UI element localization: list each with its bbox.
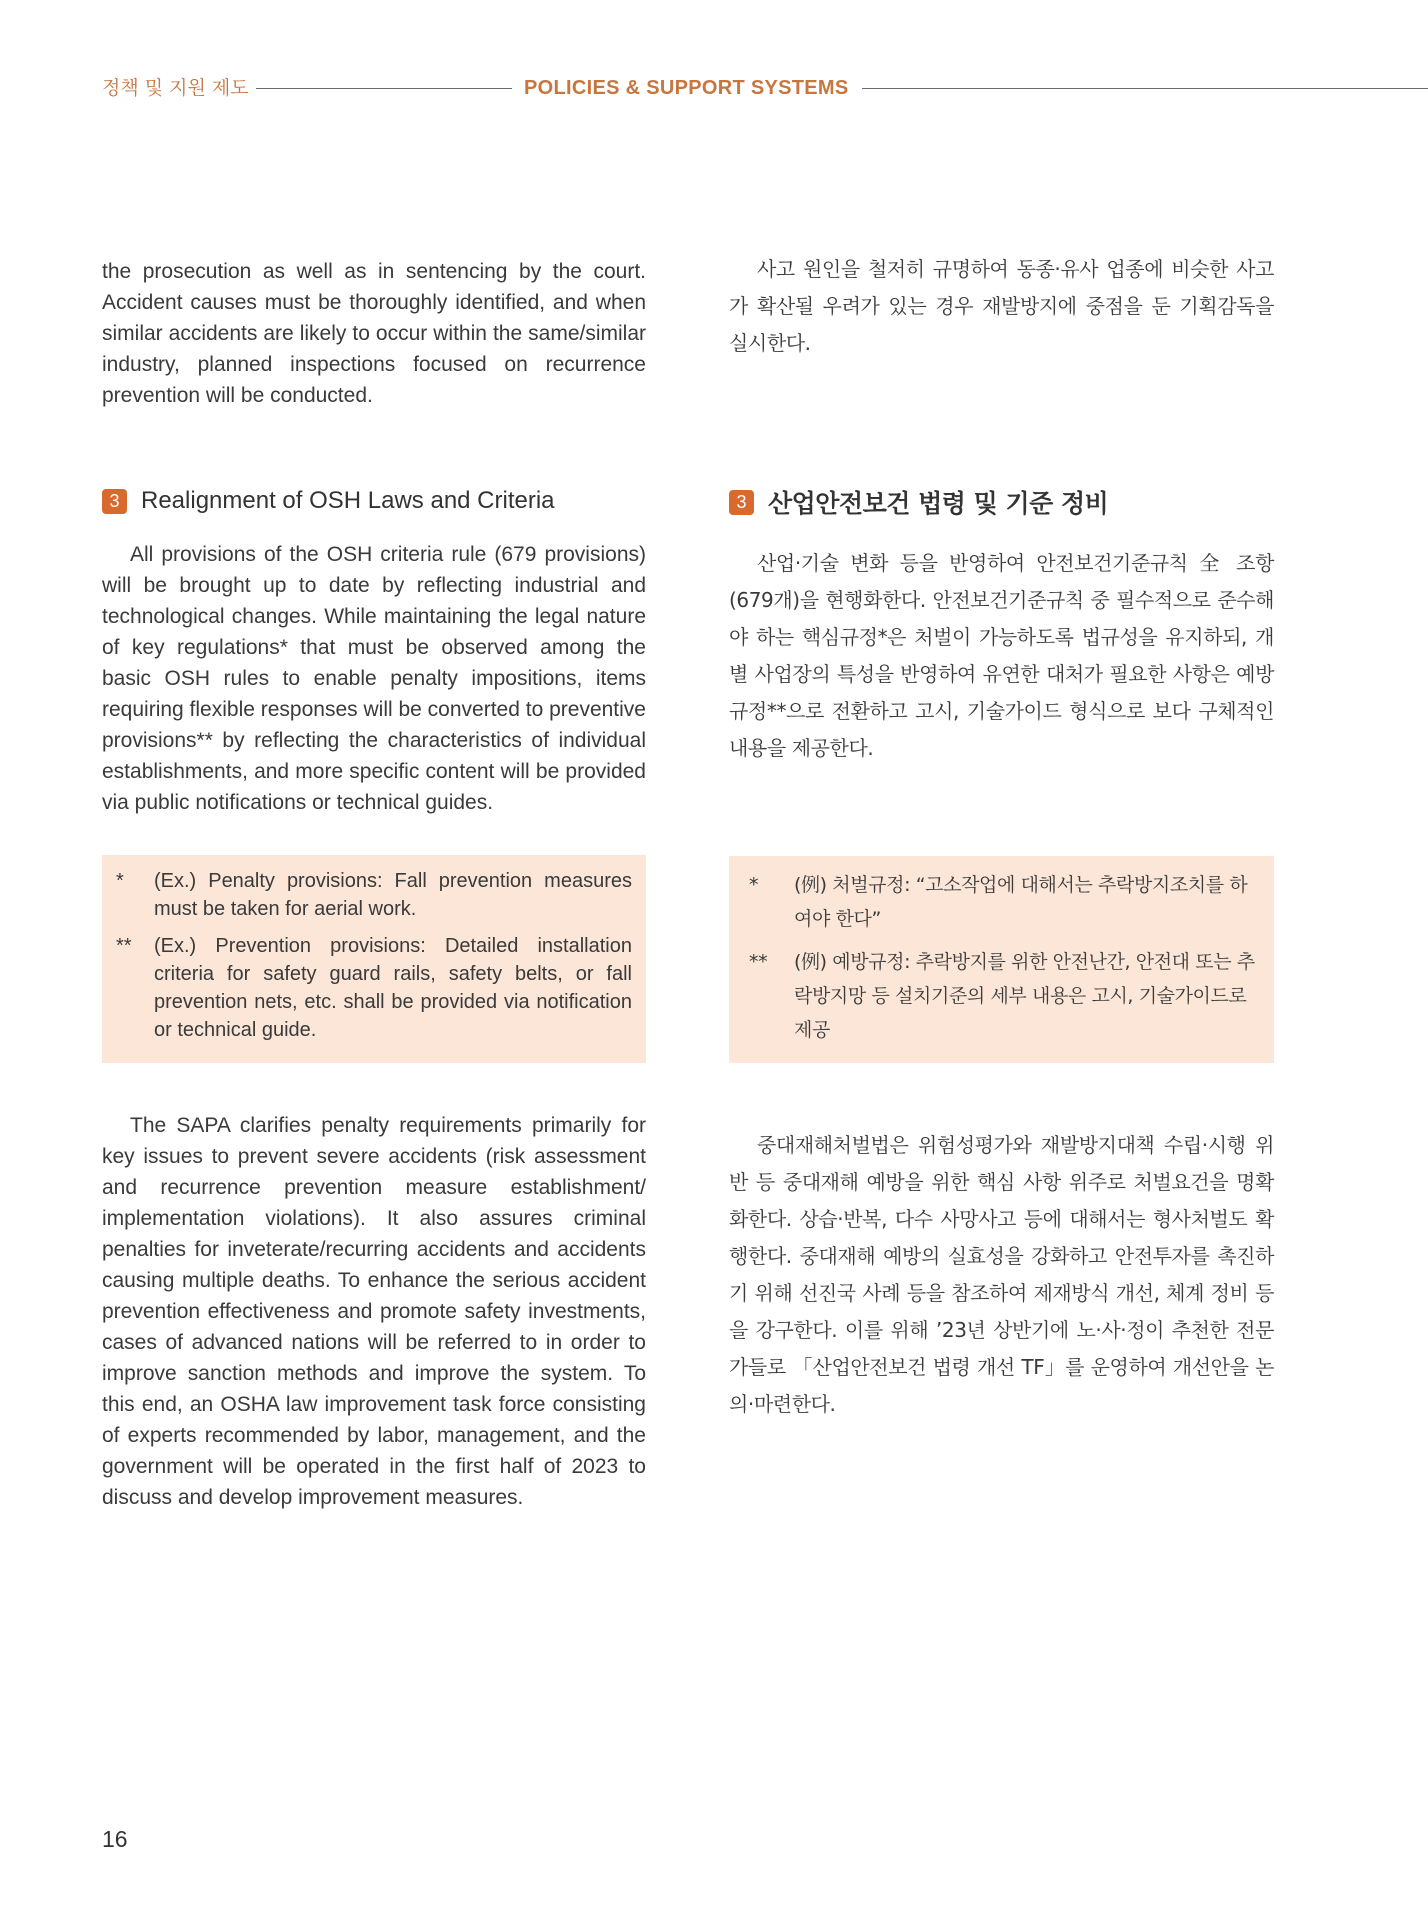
korean-body-paragraph-1: 산업·기술 변화 등을 반영하여 안전보건기준규칙 全 조항(679개)을 현행화한다. 안전보건기준규칙 중 필수적으로 준수해야 하는 핵심규정*은 처벌이 가능하도록 법규성을 유지하되, 개별 사업장의 특성을 반영하여 유연한 대처가 필요한 사항은 예방규정**으로 전환하고 고시, 기술가이드 형식으로 보다 구체적인 내용을 제공한다.	[729, 551, 1274, 760]
header-rule-right	[862, 88, 1428, 89]
korean-section-heading	[729, 484, 1274, 520]
header-rule-left	[256, 88, 512, 89]
english-note-1-text: (Ex.) Penalty provisions: Fall prevention measures must be taken for aerial work.	[154, 870, 632, 920]
english-section-title: Realignment of OSH Laws and Criteria	[141, 487, 555, 514]
english-section-heading	[102, 487, 646, 515]
section-number-badge: 3	[729, 490, 754, 515]
note-marker: **	[749, 951, 768, 973]
note-marker: **	[116, 935, 132, 957]
english-note-2	[116, 932, 632, 1044]
header-section-english: POLICIES & SUPPORT SYSTEMS	[524, 77, 849, 99]
korean-note-box	[729, 856, 1274, 1063]
korean-intro-paragraph: 사고 원인을 철저히 규명하여 동종·유사 업종에 비슷한 사고가 확산될 우려가 있는 경우 재발방지에 중점을 둔 기획감독을 실시한다.	[729, 257, 1274, 355]
section-number-badge: 3	[102, 489, 127, 514]
korean-body-paragraph-2: 중대재해처벌법은 위험성평가와 재발방지대책 수립·시행 위반 등 중대재해 예방을 위한 핵심 사항 위주로 처벌요건을 명확화한다. 상습·반복, 다수 사망사고 등에 대해서는 형사처벌도 확행한다. 중대재해 예방의 실효성을 강화하고 안전투자를 촉진하기 위해 선진국 사례 등을 참조하여 제재방식 개선, 체계 정비 등을 강구한다. 이를 위해 ’23년 상반기에 노·사·정이 추천한 전문가들로 「산업안전보건 법령 개선 TF」를 운영하여 개선안을 논의·마련한다.	[729, 1133, 1274, 1416]
english-body-paragraph-1: All provisions of the OSH criteria rule (679 provisions) will be brought up to date by reflecting industrial and technological changes. While maintaining the legal nature of key regulations* that must be observed among the basic OSH rules to enable penalty impositions, items requiring flexible responses will be converted to preventive provisions** by reflecting the characteristics of individual establishments, and more specific content will be provided via public notifications or technical guides.	[102, 543, 646, 814]
korean-note-2-text: (例) 예방규정: 추락방지를 위한 안전난간, 안전대 또는 추락방지망 등 설치기준의 세부 내용은 고시, 기술가이드로 제공	[794, 951, 1255, 1041]
english-note-1	[116, 867, 632, 923]
english-note-box	[102, 855, 646, 1063]
korean-note-2	[749, 945, 1256, 1047]
note-marker: *	[116, 870, 124, 892]
running-header	[0, 76, 1428, 100]
english-intro-paragraph: the prosecution as well as in sentencing by the court. Accident causes must be thoroughly identified, and when similar accidents are likely to occur within the same/similar industry, planned inspections focused on recurrence prevention will be conducted.	[102, 260, 646, 407]
english-body-paragraph-2: The SAPA clarifies penalty requirements primarily for key issues to prevent severe accidents (risk assessment and recurrence prevention measure establishment/ implementation violations). It also assures criminal penalties for inveterate/recurring accidents and accidents causing multiple deaths. To enhance the serious accident prevention effectiveness and promote safety investments, cases of advanced nations will be referred to in order to improve sanction methods and improve the system. To this end, an OSHA law improvement task force consisting of experts recommended by labor, management, and the government will be operated in the first half of 2023 to discuss and develop improvement measures.	[102, 1114, 646, 1509]
header-section-korean: 정책 및 지원 제도	[102, 77, 249, 99]
korean-section-title: 산업안전보건 법령 및 기준 정비	[768, 489, 1109, 518]
note-marker: *	[749, 874, 759, 896]
page-number: 16	[102, 1826, 128, 1852]
korean-note-1-text: (例) 처벌규정: “고소작업에 대해서는 추락방지조치를 하여야 한다”	[794, 874, 1248, 930]
korean-note-1	[749, 868, 1256, 936]
english-note-2-text: (Ex.) Prevention provisions: Detailed installation criteria for safety guard rails, safety belts, or fall prevention nets, etc. shall be provided via notification or technical guide.	[154, 935, 632, 1041]
